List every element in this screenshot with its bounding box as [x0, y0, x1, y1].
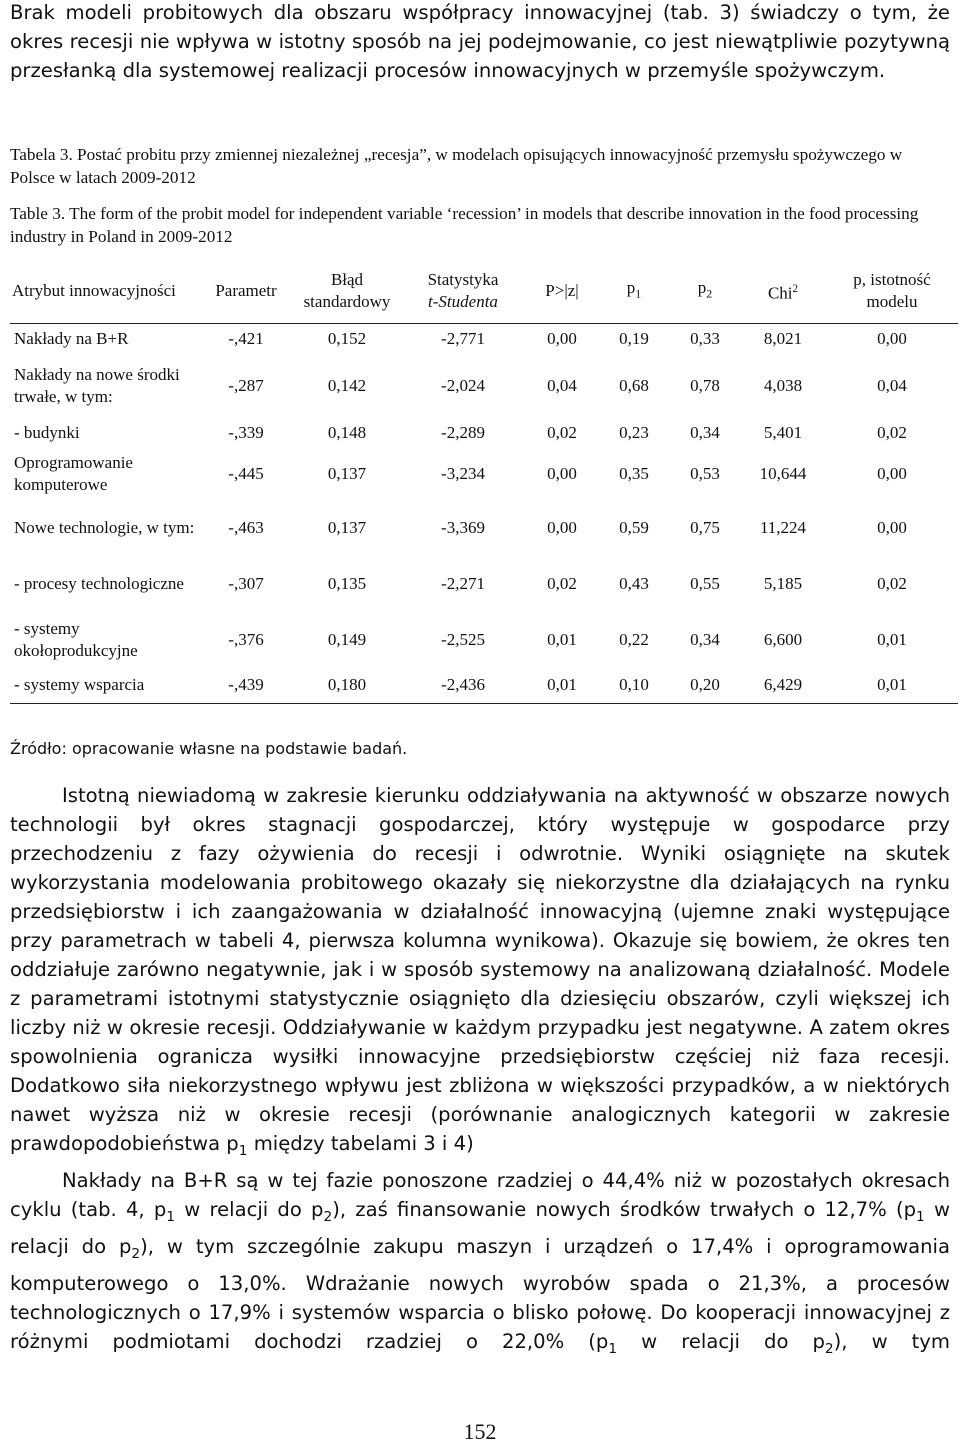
- cell-p2: 0,34: [690, 629, 720, 649]
- cell-p2: 0,53: [690, 463, 720, 483]
- cell-model-significance: 0,01: [826, 668, 958, 704]
- cell-std-error: 0,152: [327, 328, 367, 348]
- cell-attribute: - systemy okołoprodukcyjne: [14, 618, 138, 660]
- cell-std-error: 0,135: [327, 573, 367, 593]
- cell-chi2: 5,185: [763, 573, 803, 593]
- cell-attribute: - systemy wsparcia: [10, 668, 198, 704]
- cell-model-significance: 0,02: [877, 422, 907, 442]
- cell-t-statistic: -2,436: [400, 668, 526, 704]
- intro-paragraph: Brak modeli probitowych dla obszaru współpracy innowacyjnej (tab. 3) świadczy o tym, że okres recesji nie wpływa w istotny sposób na jej podejmowanie, co jest niewątpliwie pozytywną przesłanką dla systemowej realizacji procesów innowacyjnych w przemyśle spożywczym.: [10, 1, 950, 82]
- cell-t-statistic: -2,289: [441, 422, 485, 442]
- cell-p-value: 0,04: [547, 375, 577, 395]
- table-row: [10, 418, 958, 448]
- paragraph-2: Nakłady na B+R są w tej fazie ponoszone rzadziej o 44,4% niż w pozostałych okresach cyklu (tab. 4, $p_1$ w relacji do $p_2$), zaś finansowanie nowych środków trwałych o 12,7% ($p_1$ w relacji do $p_2$), w tym szczególnie zakupu maszyn i urządzeń o 17,4% i oprogramowania komputerowego o 13,0%. Wdrażanie nowych wyrobów spada o 21,3%, a procesów technologicznych o 17,9% i systemów wsparcia o blisko połowę. Do kooperacji innowacyjnej z różnymi podmiotami dochodzi rzadziej o 22,0% ($p_1$ w relacji do $p_2$), w tym: [10, 1168, 950, 1357]
- page-number: 152: [463, 1419, 497, 1444]
- cell-chi2: 6,600: [763, 629, 803, 649]
- cell-p2: 0,34: [690, 422, 720, 442]
- table-row: [10, 668, 958, 704]
- cell-p-value: 0,02: [547, 573, 577, 593]
- table-row: [10, 354, 958, 418]
- header-model-significance: p, istotność modelu: [826, 261, 958, 324]
- cell-model-significance: 0,04: [877, 375, 907, 395]
- cell-p-value: 0,00: [547, 463, 577, 483]
- cell-p2: 0,75: [690, 517, 720, 537]
- cell-t-statistic: -2,771: [441, 328, 485, 348]
- cell-p1: 0,23: [619, 422, 649, 442]
- cell-model-significance: 0,02: [877, 573, 907, 593]
- cell-attribute: Nakłady na nowe środki trwałe, w tym:: [14, 364, 180, 406]
- cell-parameter: -,287: [228, 375, 264, 395]
- cell-p-value: 0,00: [547, 328, 577, 348]
- cell-chi2: 10,644: [759, 463, 807, 483]
- header-t-statistic: Statystyka t-Studenta: [400, 261, 526, 324]
- cell-t-statistic: -2,024: [441, 375, 485, 395]
- cell-p-value: 0,00: [547, 517, 577, 537]
- cell-p1: 0,68: [619, 375, 649, 395]
- cell-attribute: Nowe technologie, w tym:: [14, 517, 195, 537]
- probit-table: [10, 261, 958, 704]
- cell-chi2: 4,038: [763, 375, 803, 395]
- cell-chi2: 11,224: [759, 517, 807, 537]
- paragraph-1: Istotną niewiadomą w zakresie kierunku oddziaływania na aktywność w obszarze nowych technologii był okres stagnacji gospodarczej, który występuje w gospodarce przy przechodzeniu z fazy ożywienia do recesji i odwrotnie. Wyniki osiągnięte na skutek wykorzystania modelowania probitowego okazały się niekorzystne dla działających na rynku przedsiębiorstw i ich zaangażowania w działalność innowacyjną (ujemne znaki występujące przy parametrach w tabeli 4, pierwsza kolumna wynikowa). Okazuje się bowiem, że okres ten oddziałuje zarówno negatywnie, jak i w sposób systemowy na analizowaną działalność. Modele z parametrami istotnymi statystycznie osiągnięto dla dziesięciu obszarów, czyli większej ich liczby niż w okresie recesji. Oddziaływanie w każdym przypadku jest negatywne. A zatem okres spowolnienia ogranicza wysiłki innowacyjne przedsiębiorstw częściej niż faza recesji. Dodatkowo siła niekorzystnego wpływu jest zbliżona w większości przypadków, a w niektórych nawet wyższa niż w okresie recesji (porównanie analogicznych kategorii w zakresie prawdopodobieństwa $p_1$ między tabelami 3 i 4): [10, 784, 950, 1159]
- cell-p-value: 0,02: [547, 422, 577, 442]
- cell-p1: 0,59: [619, 517, 649, 537]
- cell-p2: 0,78: [690, 375, 720, 395]
- cell-p2: 0,33: [690, 328, 720, 348]
- header-std-error: Błąd standardowy: [294, 261, 400, 324]
- header-attribute: Atrybut innowacyjności: [10, 261, 198, 324]
- cell-model-significance: 0,00: [877, 517, 907, 537]
- cell-p1: 0,35: [619, 463, 649, 483]
- cell-std-error: 0,180: [294, 668, 400, 704]
- table-caption-polish: Tabela 3. Postać probitu przy zmiennej niezależnej „recesja”, w modelach opisujących innowacyjność przemysłu spożywczego w Polsce w latach 2009-2012: [10, 145, 903, 187]
- header-chi2: Chi$^2$: [740, 261, 826, 324]
- cell-std-error: 0,149: [327, 629, 367, 649]
- cell-std-error: 0,137: [327, 463, 367, 483]
- table-caption-english: Table 3. The form of the probit model for independent variable ‘recession’ in models that describe innovation in the food processing industry in Poland in 2009-2012: [10, 204, 919, 246]
- table-row: [10, 324, 958, 354]
- cell-chi2: 8,021: [763, 328, 803, 348]
- cell-attribute: Oprogramowanie komputerowe: [14, 452, 133, 494]
- header-parameter: Parametr: [198, 261, 294, 324]
- cell-p-value: 0,01: [526, 668, 598, 704]
- cell-attribute: - budynki: [14, 422, 80, 442]
- cell-attribute: Nakłady na B+R: [14, 328, 129, 348]
- cell-chi2: 5,401: [763, 422, 803, 442]
- table-row: [10, 448, 958, 500]
- header-p-value: P>|z|: [526, 261, 598, 324]
- cell-p2: 0,20: [670, 668, 740, 704]
- cell-t-statistic: -3,234: [441, 463, 485, 483]
- cell-std-error: 0,142: [327, 375, 367, 395]
- cell-model-significance: 0,00: [877, 328, 907, 348]
- cell-t-statistic: -2,525: [441, 629, 485, 649]
- cell-t-statistic: -2,271: [441, 573, 485, 593]
- source-note: Źródło: opracowanie własne na podstawie badań.: [10, 739, 408, 758]
- table-row: [10, 556, 958, 612]
- cell-p-value: 0,01: [547, 629, 577, 649]
- cell-std-error: 0,148: [327, 422, 367, 442]
- cell-model-significance: 0,01: [877, 629, 907, 649]
- cell-model-significance: 0,00: [877, 463, 907, 483]
- table-row: [10, 500, 958, 556]
- body-text: [10, 781, 950, 1393]
- cell-chi2: 6,429: [740, 668, 826, 704]
- table-header-row: [10, 261, 958, 324]
- cell-parameter: -,307: [228, 573, 264, 593]
- cell-parameter: -,376: [228, 629, 264, 649]
- table-row: [10, 612, 958, 668]
- header-p2: $p_2$: [670, 261, 740, 324]
- cell-p2: 0,55: [690, 573, 720, 593]
- header-p1: $p_1$: [598, 261, 670, 324]
- cell-std-error: 0,137: [327, 517, 367, 537]
- cell-parameter: -,439: [198, 668, 294, 704]
- cell-parameter: -,339: [228, 422, 264, 442]
- cell-parameter: -,421: [228, 328, 264, 348]
- cell-parameter: -,463: [228, 517, 264, 537]
- cell-p1: 0,10: [598, 668, 670, 704]
- cell-p1: 0,43: [619, 573, 649, 593]
- cell-attribute: - procesy technologiczne: [14, 573, 184, 593]
- cell-p1: 0,19: [619, 328, 649, 348]
- cell-t-statistic: -3,369: [441, 517, 485, 537]
- cell-p1: 0,22: [619, 629, 649, 649]
- cell-parameter: -,445: [228, 463, 264, 483]
